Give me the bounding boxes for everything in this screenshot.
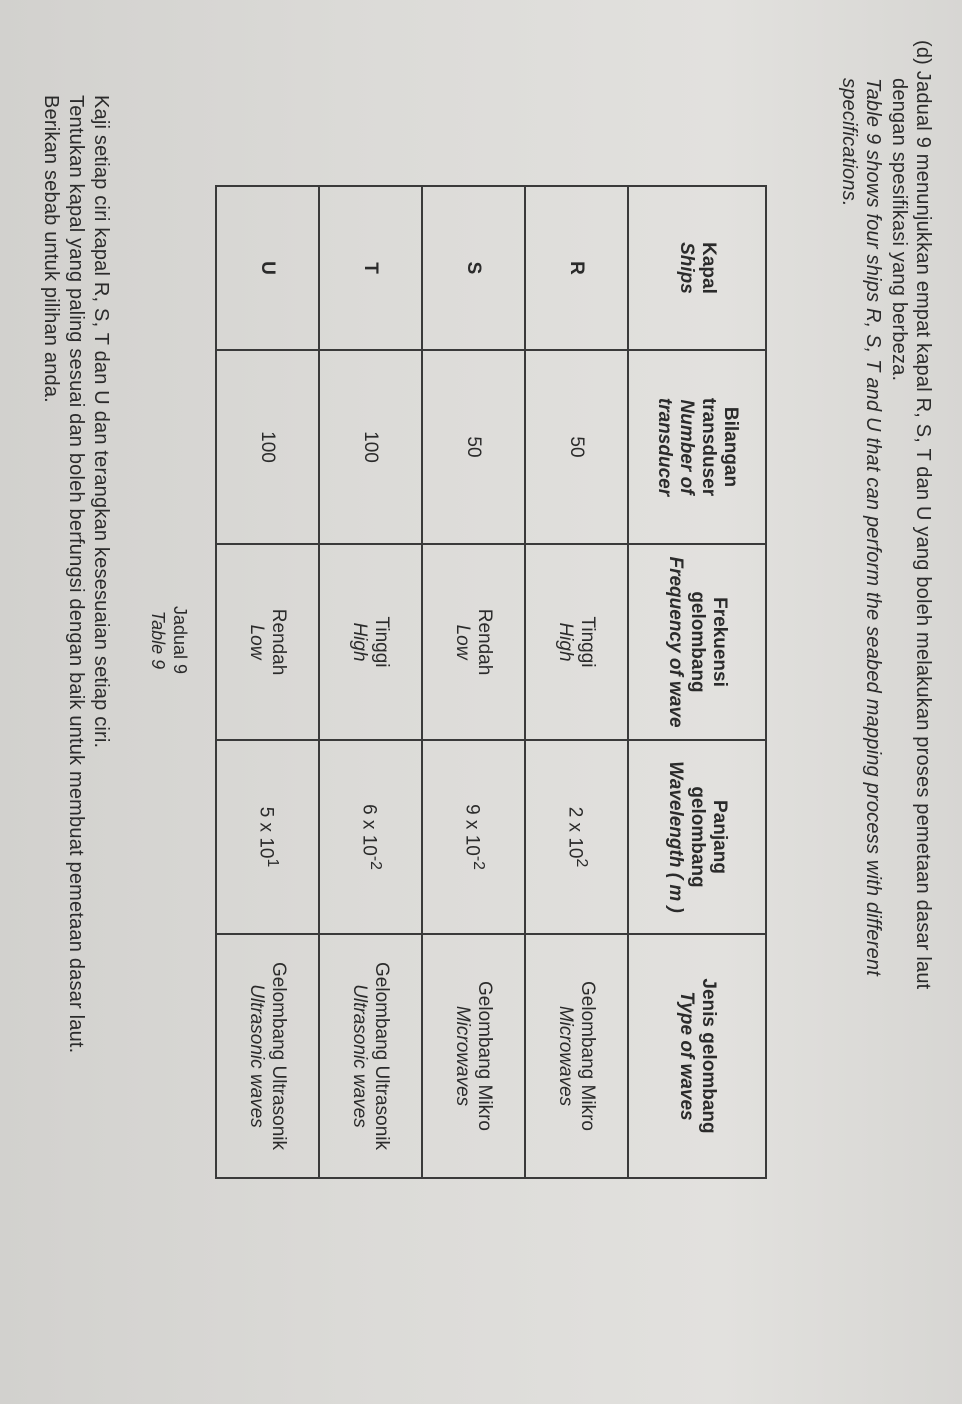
- cell-wavelength: 9 x $10^{-2}$: [422, 740, 525, 934]
- table-header-row: [628, 186, 766, 1178]
- cell-wavelength: 6 x $10^{-2}$: [319, 740, 422, 934]
- header-wavelength: Panjang gelombang Wavelength ( m ): [628, 740, 766, 934]
- cell-wave-type: Gelombang Mikro Microwaves: [422, 934, 525, 1178]
- intro-line-2: dengan spesifikasi yang berbeza.: [888, 78, 910, 382]
- table-caption-en: Table 9: [148, 610, 168, 670]
- table-row: [422, 186, 525, 1178]
- instruction-line-1: Kaji setiap ciri kapal R, S, T dan U dan terangkan kesesuaian setiap ciri.: [90, 95, 112, 749]
- cell-transducers: 100: [319, 350, 422, 544]
- cell-ship: U: [216, 186, 319, 350]
- table-caption-ms: Jadual 9: [170, 605, 190, 675]
- header-frequency: Frekuensi gelombang Frequency of wave: [628, 544, 766, 740]
- table-row: [319, 186, 422, 1178]
- cell-ship: R: [525, 186, 628, 350]
- cell-wavelength: 2 x $10^2$: [525, 740, 628, 934]
- cell-wave-type: Gelombang Mikro Microwaves: [525, 934, 628, 1178]
- cell-wavelength: 5 x $10^1$: [216, 740, 319, 934]
- cell-transducers: 50: [525, 350, 628, 544]
- instruction-line-2: Tentukan kapal yang paling sesuai dan boleh berfungsi dengan baik untuk membuat pemetaan dasar laut.: [65, 95, 87, 1054]
- cell-ship: S: [422, 186, 525, 350]
- intro-line-3: Table 9 shows four ships R, S, T and U that can perform the seabed mapping process with different: [862, 78, 884, 977]
- header-transducer: Bilangan transduser Number of transducer: [628, 350, 766, 544]
- cell-transducers: 50: [422, 350, 525, 544]
- header-wave-type: Jenis gelombang Type of waves: [628, 934, 766, 1178]
- cell-frequency: Tinggi High: [525, 544, 628, 740]
- instruction-line-3: Berikan sebab untuk pilihan anda.: [40, 95, 62, 403]
- intro-line-4: specifications.: [838, 78, 860, 207]
- ships-table: [215, 185, 767, 1179]
- cell-frequency: Rendah Low: [422, 544, 525, 740]
- cell-wave-type: Gelombang Ultrasonik Ultrasonic waves: [319, 934, 422, 1178]
- header-ships: Kapal Ships: [628, 186, 766, 350]
- table-row: [216, 186, 319, 1178]
- intro-line-1: (d) Jadual 9 menunjukkan empat kapal R, S, T dan U yang boleh melakukan proses pemetaan dasar laut: [912, 40, 934, 990]
- cell-frequency: Tinggi High: [319, 544, 422, 740]
- cell-frequency: Rendah Low: [216, 544, 319, 740]
- cell-wave-type: Gelombang Ultrasonik Ultrasonic waves: [216, 934, 319, 1178]
- cell-transducers: 100: [216, 350, 319, 544]
- cell-ship: T: [319, 186, 422, 350]
- table-row: [525, 186, 628, 1178]
